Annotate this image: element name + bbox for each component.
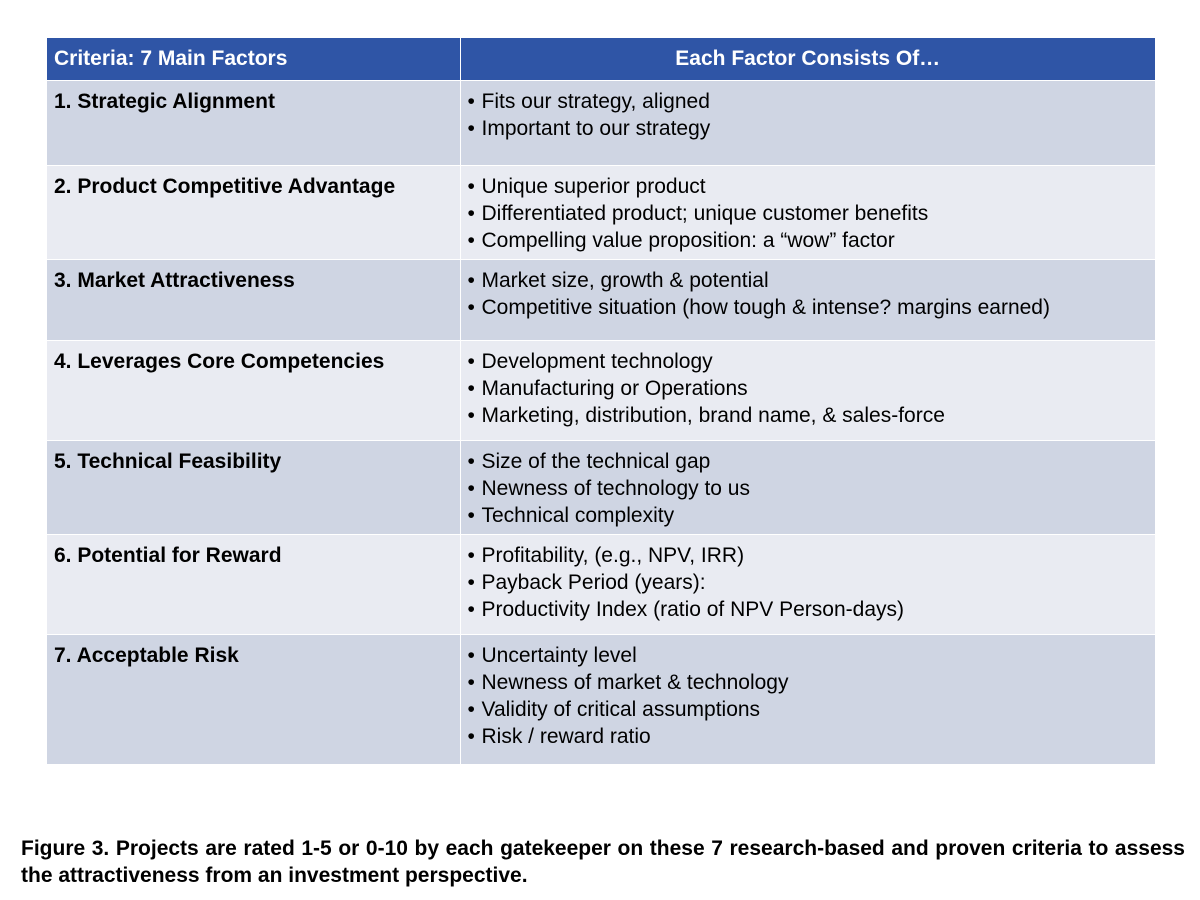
bullet-list xyxy=(468,542,1149,623)
bullet-text: Development technology xyxy=(481,349,713,373)
bullet-item xyxy=(468,669,1149,696)
factor-name: 6. Potential for Reward xyxy=(47,534,460,634)
bullet-text: Risk / reward ratio xyxy=(481,724,651,748)
bullet-item xyxy=(468,723,1149,750)
bullet-text: Manufacturing or Operations xyxy=(481,376,748,400)
bullet-item xyxy=(468,569,1149,596)
bullet-icon: • xyxy=(467,174,475,198)
bullet-item xyxy=(468,475,1149,502)
header-criteria: Criteria: 7 Main Factors xyxy=(47,38,460,80)
bullet-item xyxy=(468,642,1149,669)
bullet-list xyxy=(468,642,1149,750)
bullet-text: Fits our strategy, aligned xyxy=(481,89,710,113)
factor-details xyxy=(460,259,1155,340)
factor-name: 5. Technical Feasibility xyxy=(47,440,460,534)
bullet-icon: • xyxy=(467,476,475,500)
bullet-icon: • xyxy=(467,570,475,594)
bullet-item xyxy=(468,596,1149,623)
bullet-icon: • xyxy=(467,116,475,140)
bullet-text: Unique superior product xyxy=(481,174,706,198)
criteria-table xyxy=(47,38,1155,764)
table-row xyxy=(47,534,1155,634)
table-header-row xyxy=(47,38,1155,80)
bullet-text: Competitive situation (how tough & intense? margins earned) xyxy=(481,295,1050,319)
bullet-text: Validity of critical assumptions xyxy=(481,697,761,721)
bullet-list xyxy=(468,348,1149,429)
figure-caption: Figure 3. Projects are rated 1-5 or 0-10 by each gatekeeper on these 7 research-based and proven criteria to assess the attractiveness from an investment perspective. xyxy=(21,837,1185,887)
bullet-icon: • xyxy=(467,403,475,427)
factor-name: 3. Market Attractiveness xyxy=(47,259,460,340)
factor-details xyxy=(460,165,1155,259)
bullet-icon: • xyxy=(467,503,475,527)
bullet-item xyxy=(468,348,1149,375)
bullet-text: Differentiated product; unique customer benefits xyxy=(481,201,929,225)
bullet-item xyxy=(468,448,1149,475)
table-row xyxy=(47,440,1155,534)
bullet-text: Uncertainty level xyxy=(481,643,637,667)
bullet-item xyxy=(468,200,1149,227)
header-factor-consists-of: Each Factor Consists Of… xyxy=(460,38,1155,80)
bullet-text: Important to our strategy xyxy=(481,116,711,140)
table-row xyxy=(47,80,1155,165)
bullet-item xyxy=(468,267,1149,294)
bullet-icon: • xyxy=(467,449,475,473)
bullet-list xyxy=(468,173,1149,254)
bullet-text: Technical complexity xyxy=(481,503,675,527)
bullet-list xyxy=(468,448,1149,529)
factor-details xyxy=(460,80,1155,165)
factor-name: 2. Product Competitive Advantage xyxy=(47,165,460,259)
bullet-icon: • xyxy=(467,349,475,373)
bullet-icon: • xyxy=(467,697,475,721)
bullet-icon: • xyxy=(467,543,475,567)
factor-details xyxy=(460,534,1155,634)
bullet-item xyxy=(468,294,1149,321)
factor-name: 7. Acceptable Risk xyxy=(47,634,460,764)
bullet-text: Payback Period (years): xyxy=(481,570,706,594)
bullet-text: Market size, growth & potential xyxy=(481,268,769,292)
bullet-item xyxy=(468,115,1149,142)
table-row xyxy=(47,165,1155,259)
bullet-icon: • xyxy=(467,643,475,667)
bullet-icon: • xyxy=(467,295,475,319)
bullet-text: Productivity Index (ratio of NPV Person-days) xyxy=(481,597,905,621)
bullet-icon: • xyxy=(467,268,475,292)
bullet-icon: • xyxy=(467,597,475,621)
bullet-text: Compelling value proposition: a “wow” factor xyxy=(481,228,895,252)
factor-details xyxy=(460,440,1155,534)
bullet-list xyxy=(468,88,1149,142)
table-row xyxy=(47,634,1155,764)
bullet-text: Size of the technical gap xyxy=(481,449,711,473)
bullet-icon: • xyxy=(467,89,475,113)
table-row xyxy=(47,259,1155,340)
factor-name: 1. Strategic Alignment xyxy=(47,80,460,165)
bullet-icon: • xyxy=(467,201,475,225)
bullet-icon: • xyxy=(467,376,475,400)
bullet-item xyxy=(468,542,1149,569)
factor-name: 4. Leverages Core Competencies xyxy=(47,340,460,440)
bullet-list xyxy=(468,267,1149,321)
factor-details xyxy=(460,340,1155,440)
bullet-icon: • xyxy=(467,670,475,694)
table-body xyxy=(47,80,1155,764)
bullet-text: Newness of technology to us xyxy=(481,476,750,500)
bullet-item xyxy=(468,402,1149,429)
factor-details xyxy=(460,634,1155,764)
bullet-icon: • xyxy=(467,228,475,252)
bullet-item xyxy=(468,696,1149,723)
bullet-item xyxy=(468,88,1149,115)
bullet-text: Marketing, distribution, brand name, & sales-force xyxy=(481,403,945,427)
bullet-item xyxy=(468,502,1149,529)
table-row xyxy=(47,340,1155,440)
bullet-item xyxy=(468,227,1149,254)
bullet-item xyxy=(468,375,1149,402)
bullet-text: Profitability, (e.g., NPV, IRR) xyxy=(481,543,745,567)
bullet-item xyxy=(468,173,1149,200)
bullet-text: Newness of market & technology xyxy=(481,670,789,694)
bullet-icon: • xyxy=(467,724,475,748)
